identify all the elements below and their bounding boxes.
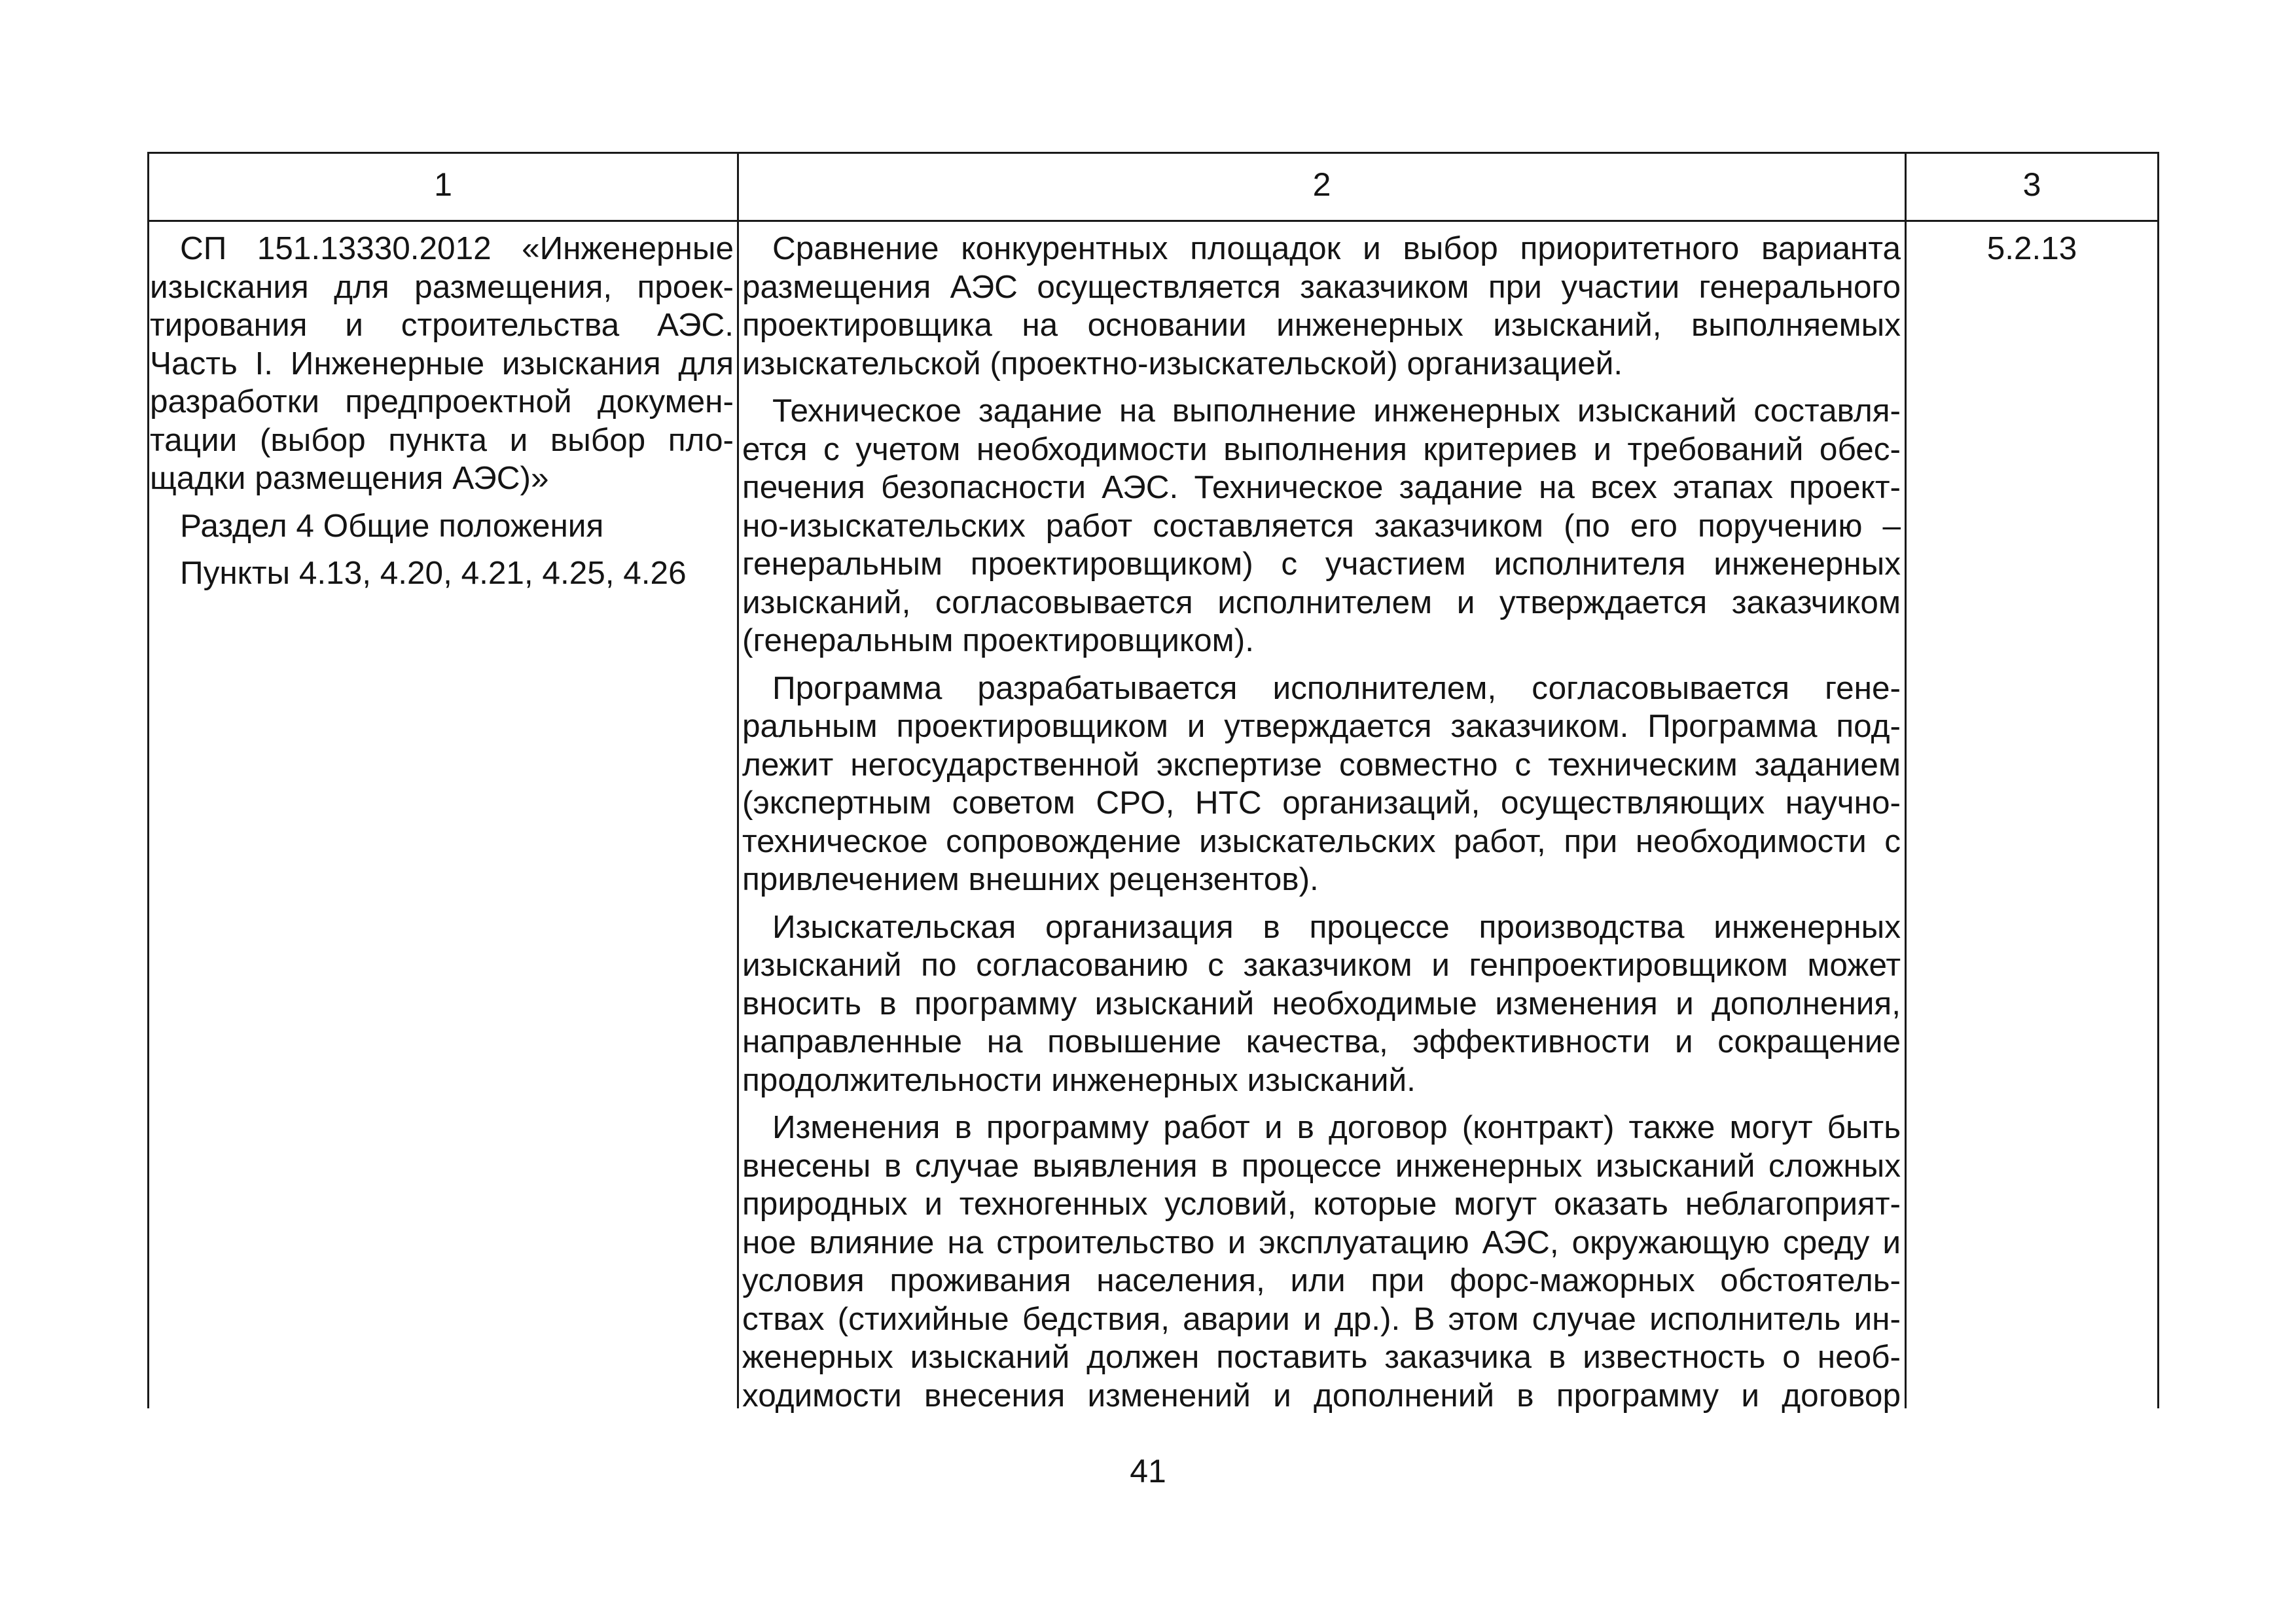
table-header-divider (147, 220, 2159, 222)
requirement-paragraph (742, 669, 1901, 899)
text-line: женерных изысканий должен поставить заказчика в известность о необ- (742, 1339, 1901, 1375)
clause-number-cell (1907, 230, 2157, 268)
requirement-text-cell (742, 230, 1901, 1415)
reference-line: СП 151.13330.2012 «Инженерные (180, 230, 734, 266)
header-col-2: 2 (1312, 166, 1331, 203)
text-line: лежит негосударственной экспертизе совместно с техническим заданием (742, 746, 1901, 783)
header-col-3: 3 (2022, 166, 2041, 203)
reference-line: Часть I. Инженерные изыскания для (150, 345, 734, 382)
text-line: ется с учетом необходимости выполнения критериев и требований обес- (742, 431, 1901, 467)
text-line: техническое сопровождение изыскательских работ, при необходимости с (742, 823, 1901, 859)
text-line: проектировщика на основании инженерных изысканий, выполняемых (742, 307, 1901, 343)
text-line: изысканий, согласовывается исполнителем и утверждается заказчиком (742, 584, 1901, 620)
text-line: но-изыскательских работ составляется заказчиком (по его поручению – (742, 507, 1901, 544)
reference-document-cell (150, 230, 734, 593)
reference-line: изыскания для размещения, проек- (150, 268, 734, 305)
reference-section: Раздел 4 Общие положения (180, 507, 604, 544)
text-line: ходимости внесения изменений и дополнений в программу и договор (742, 1377, 1901, 1414)
reference-points: Пункты 4.13, 4.20, 4.21, 4.25, 4.26 (180, 555, 687, 591)
header-col-1: 1 (434, 166, 452, 203)
text-line: размещения АЭС осуществляется заказчиком при участии генерального (742, 268, 1901, 305)
text-line: генеральным проектировщиком) с участием исполнителя инженерных (742, 546, 1901, 582)
text-line: изыскательской (проектно-изыскательской) организацией. (742, 345, 1623, 382)
reference-line: тации (выбор пункта и выбор пло- (150, 421, 734, 458)
text-line: направленные на повышение качества, эффективности и сокращение (742, 1024, 1901, 1060)
text-line: печения безопасности АЭС. Техническое задание на всех этапах проект- (742, 469, 1901, 505)
table-top-border (147, 152, 2159, 154)
reference-line: щадки размещения АЭС)» (150, 460, 549, 496)
text-line: Программа разрабатывается исполнителем, согласовывается гене- (772, 669, 1901, 706)
text-line: Изыскательская организация в процессе производства инженерных (772, 908, 1901, 945)
requirement-paragraph (742, 1109, 1901, 1415)
text-line: Сравнение конкурентных площадок и выбор приоритетного варианта (772, 230, 1901, 266)
text-line: вносить в программу изысканий необходимые изменения и дополнения, (742, 985, 1901, 1022)
text-line: изысканий по согласованию с заказчиком и генпроектировщиком может (742, 947, 1901, 983)
text-line: природных и техногенных условий, которые могут оказать неблагоприят- (742, 1186, 1901, 1222)
requirement-paragraph (742, 908, 1901, 1100)
text-line: условия проживания населения, или при форс-мажорных обстоятель- (742, 1262, 1901, 1298)
text-line: привлечением внешних рецензентов). (742, 861, 1319, 897)
reference-line: разработки предпроектной докумен- (150, 383, 734, 419)
table-column-divider-1 (737, 152, 739, 1408)
text-line: продолжительности инженерных изысканий. (742, 1061, 1416, 1098)
table-column-divider-2 (1905, 152, 1907, 1408)
text-line: внесены в случае выявления в процессе инженерных изысканий сложных (742, 1147, 1901, 1184)
text-line: Техническое задание на выполнение инженерных изысканий составля- (772, 393, 1901, 429)
requirement-paragraph (742, 392, 1901, 660)
text-line: ральным проектировщиком и утверждается заказчиком. Программа под- (742, 708, 1901, 744)
text-line: ствах (стихийные бедствия, аварии и др.). В этом случае исполнитель ин- (742, 1300, 1901, 1337)
text-line: (генеральным проектировщиком). (742, 622, 1254, 658)
text-line: Изменения в программу работ и в договор (контракт) также могут быть (772, 1109, 1901, 1145)
reference-line: тирования и строительства АЭС. (150, 307, 734, 343)
table-right-border (2157, 152, 2159, 1408)
table-left-border (147, 152, 149, 1408)
clause-number: 5.2.13 (1986, 230, 2077, 266)
reference-document-title (150, 230, 734, 498)
requirement-paragraph (742, 230, 1901, 383)
regulation-table (147, 152, 2159, 1414)
text-line: ное влияние на строительство и эксплуатацию АЭС, окружающую среду и (742, 1224, 1901, 1260)
page-number: 41 (1130, 1453, 1166, 1489)
text-line: (экспертным советом СРО, НТС организаций, осуществляющих научно- (742, 785, 1901, 821)
